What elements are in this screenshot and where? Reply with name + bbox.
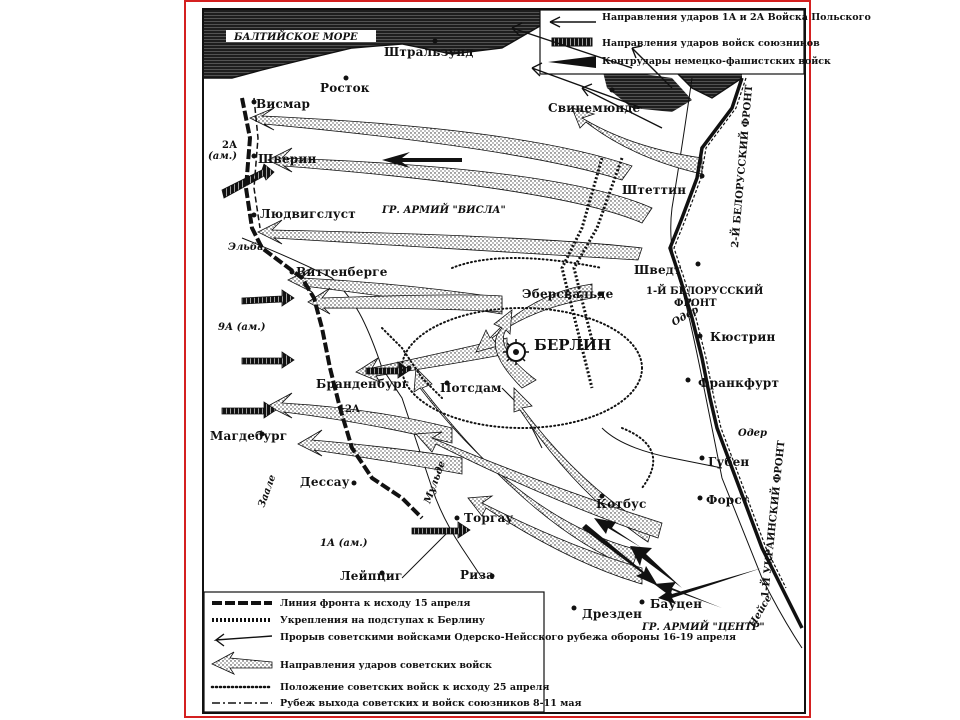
- attack-arrow-cottbus-west: [416, 432, 662, 538]
- city-bautzen: Бауцен: [650, 597, 703, 611]
- city-wittenberge: Виттенберге: [296, 265, 388, 279]
- legend-bottom-box: [204, 592, 544, 712]
- legend-top-text-3: Контрудары немецко-фашистских войск: [602, 56, 831, 67]
- city-schwedt: Шведт: [634, 263, 682, 277]
- river-label-elbe: Эльба: [228, 242, 264, 253]
- sea-label: БАЛТИЙСКОЕ МОРЕ: [234, 32, 358, 43]
- city-swinemunde: Свинемюнде: [548, 101, 641, 115]
- legend-top-text-1: Направления ударов 1А и 2А Войска Польского: [602, 12, 871, 23]
- river-label-saale: Заале: [256, 473, 279, 510]
- army-label-1a: 1А (ам.): [320, 538, 368, 549]
- legend-allied-arrow: [552, 38, 592, 46]
- front-label-1-ukrainian: 1-Й УКРАИНСКИЙ ФРОНТ: [760, 440, 788, 599]
- river-label-neisse: Нейсе: [747, 593, 775, 630]
- group-label-center: ГР. АРМИЙ "ЦЕНТР": [642, 622, 765, 633]
- city-potsdam: Потсдам: [440, 381, 502, 395]
- city-dresden: Дрезден: [582, 607, 643, 621]
- legend-bottom-text-2: Укрепления на подступах к Берлину: [280, 615, 485, 626]
- city-rostock: Росток: [320, 81, 370, 95]
- city-berlin: БЕРЛИН: [534, 336, 612, 354]
- river-label-oder-1: Одер: [670, 304, 701, 329]
- city-ludwigslust: Людвигслуст: [260, 207, 356, 221]
- attack-arrow-ludwigslust: [258, 220, 642, 260]
- army-label-2a: 2А: [222, 140, 238, 151]
- city-kustrin: Кюстрин: [710, 330, 776, 344]
- city-guben: Губен: [708, 455, 750, 469]
- front-label-1-belorussian-1: 1-Й БЕЛОРУССКИЙ: [646, 286, 764, 297]
- legend-top-text-2: Направления ударов войск союзников: [602, 38, 820, 49]
- battle-of-berlin-map: [202, 8, 871, 714]
- front-label-2-belorussian: 2-Й БЕЛОРУССКИЙ ФРОНТ: [730, 84, 756, 249]
- legend-bottom-text-6: Рубеж выхода советских и войск союзников 8-11 мая: [280, 698, 582, 709]
- city-cottbus: Котбус: [596, 497, 647, 511]
- city-eberswalde: Эберсвальде: [522, 287, 614, 301]
- city-leipzig: Лейпциг: [340, 569, 403, 583]
- river-label-oder-2: Одер: [738, 428, 768, 439]
- army-label-9a: 9А (ам.): [218, 322, 266, 333]
- army-label-2a-am: (ам.): [208, 151, 237, 162]
- city-wismar: Висмар: [256, 97, 311, 111]
- legend-bottom-text-4: Направления ударов советских войск: [280, 660, 492, 671]
- city-stralsund: Штральзунд: [384, 45, 474, 59]
- city-torgau: Торгау: [464, 511, 514, 525]
- legend-bottom-text-5: Положение советских войск к исходу 25 апреля: [280, 682, 550, 693]
- army-label-12a: 12А: [338, 404, 361, 415]
- group-label-vistula: ГР. АРМИЙ "ВИСЛА": [382, 205, 506, 216]
- legend-bottom-text-1: Линия фронта к исходу 15 апреля: [280, 598, 471, 609]
- city-riesa: Риза: [460, 568, 495, 582]
- city-stettin: Штеттин: [622, 183, 687, 197]
- city-magdeburg: Магдебург: [210, 429, 288, 443]
- front-label-1-belorussian-2: ФРОНТ: [674, 298, 717, 309]
- legend-bottom-text-3: Прорыв советскими войсками Одерско-Нейсского рубежа обороны 16-19 апреля: [280, 632, 737, 643]
- city-forst: Форст: [706, 493, 750, 507]
- city-frankfurt: Франкфурт: [698, 376, 780, 390]
- city-dessau: Дессау: [300, 475, 350, 489]
- river-label-mulde: Мульде: [422, 459, 448, 506]
- city-brandenburg: Бранденбург: [316, 377, 410, 391]
- city-schwerin: Шверин: [258, 152, 317, 166]
